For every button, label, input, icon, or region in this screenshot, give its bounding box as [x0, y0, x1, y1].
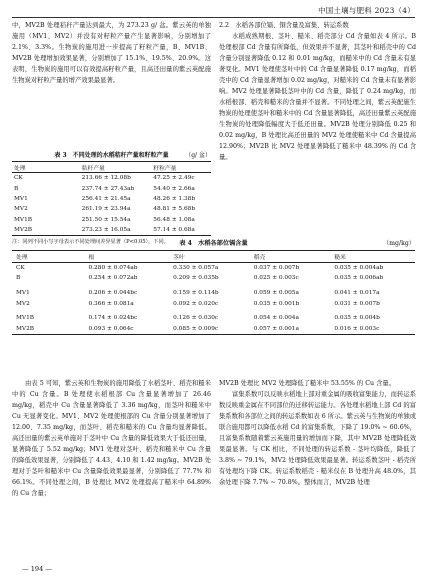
- table-4-caption: [12, 238, 415, 247]
- cell: MV2: [14, 206, 28, 213]
- right-column-bottom: [219, 378, 416, 488]
- cell: 0.057 ± 0.001a: [253, 325, 299, 332]
- table-4-grid: [12, 250, 415, 335]
- table-row: [12, 273, 415, 284]
- cell: 261.19 ± 23.94a: [81, 206, 131, 213]
- section-heading: 2.2 水稻各部位镉、铜含量及富集、转运系数: [219, 22, 349, 29]
- table-3-title: 表 3 不同处理的水稻秸秆产量和籽粒产量: [54, 152, 169, 159]
- page-number: — 194 —: [22, 565, 52, 573]
- cell: 48.81 ± 5.68b: [153, 206, 196, 213]
- table-row: [12, 262, 415, 273]
- table-row: [12, 173, 211, 184]
- cell: 0.366 ± 0.081a: [88, 300, 134, 307]
- cell: B: [14, 185, 19, 192]
- cell: 0.174 ± 0.024bc: [88, 315, 138, 322]
- table-3-unit: （g/ 盆）: [185, 152, 211, 159]
- table-row: [12, 324, 415, 335]
- cell: 57.14 ± 0.68a: [153, 226, 195, 233]
- cell: 0.035 ± 0.001b: [253, 300, 300, 307]
- cell: CK: [14, 175, 23, 182]
- header-cell: 根: [88, 254, 95, 261]
- cell: 0.330 ± 0.057a: [173, 264, 219, 271]
- cell: 0.037 ± 0.007b: [253, 264, 300, 271]
- cell: 47.25 ± 2.49c: [153, 175, 195, 182]
- cell: 0.059 ± 0.005a: [253, 290, 299, 297]
- cell: 0.025 ± 0.003c: [253, 275, 299, 282]
- cell: 0.031 ± 0.007b: [334, 300, 380, 307]
- cell: MV2: [16, 300, 30, 307]
- cell: 0.209 ± 0.035b: [173, 275, 219, 282]
- left-column-top: [12, 20, 211, 86]
- table-3-caption: [12, 150, 211, 159]
- table-header-row: [12, 162, 211, 173]
- cell: 48.26 ± 1.38b: [153, 196, 196, 203]
- table-header-row: [12, 251, 415, 263]
- cell: 237.74 ± 27.43ab: [81, 185, 135, 192]
- paragraph: 水稻成熟期根、茎叶、糙米、稻壳部分 Cd 含量如表 4 所示。B 处理根部 Cd 含量有所降低，但效果并不显著，其茎叶和稻壳中的 Cd 含量分别显著降低 0.12 和 0.01 mg/kg，而糙米中的 Cd 含量未有显著变化。MV1 处理使茎叶中的 Cd 含量显著降低 0.17 mg/kg，而稻壳中的 Cd 含量显著增加 0.02 mg/kg，对糙米的 Cd 含量未有显著影响。MV2 处理显著降低茎叶中的 Cd 含量，降低了 0.24 mg/kg，而水稻根部、稻壳和糙米的含量并不显著。不同处理之间，紫云英配施生物炭的处理使茎叶和糙米中的 Cd 含量显著降低，高还田量紫云英配施生物炭的处理降低幅度大于低还田量。MV2B 处理分别降低 0.25 和 0.02 mg/kg，B 处理比高还田量的 MV2 处理使糙米中 Cd 含量提高 12.90%；MV2B 比 MV2 处理显著降低了糙米中 48.39% 的 Cd 含量。: [219, 33, 416, 161]
- table-row: [12, 214, 211, 224]
- cell: 54.40 ± 2.66a: [153, 185, 195, 192]
- cell: 0.054 ± 0.004a: [253, 315, 299, 322]
- table-3-grid: [12, 161, 211, 236]
- header-cell: 籽粒产量: [153, 165, 177, 172]
- cell: MV2B: [14, 226, 33, 233]
- paragraph: 中，MV2B 处理秸秆产量达到最大，为 273.23 g/ 盆。紫云英的单独施用（MV1、MV2）并没有对籽粒产量产生显著影响，分别增加了 2.1%、3.3%。生物炭的施用进一步提高了籽粒产量，B、MV1B、MV2B 处理增加效果显著，分别增加了 15.1%、19.5%、20.9%。这表明，生物炭的施用可以有效提高籽粒产量，且高还田量的紫云英配施生物炭对籽粒产量的增产效果最显著。: [12, 22, 211, 84]
- cell: 213.66 ± 12.08b: [81, 175, 131, 182]
- cell: 273.23 ± 16.05a: [81, 226, 131, 233]
- table-row: [12, 313, 415, 324]
- running-header: 中国土壤与肥料 2023（4）: [318, 6, 415, 15]
- cell: MV1: [16, 290, 30, 297]
- cell: 0.035 ± 0.004b: [334, 315, 380, 322]
- header-cell: 处理: [16, 254, 28, 261]
- header-cell: 秸秆产量: [81, 165, 105, 172]
- table-row: [12, 184, 211, 194]
- cell: 56.48 ± 1.08a: [153, 216, 195, 223]
- cell: CK: [16, 264, 25, 271]
- cell: 0.035 ± 0.004ab: [334, 264, 384, 271]
- table-row: [12, 225, 211, 236]
- cell: MV1: [14, 196, 28, 203]
- cell: 0.159 ± 0.114b: [173, 290, 219, 297]
- paragraph: MV2B 处理比 MV2 处理降低了糙米中 53.55% 的 Cu 含量。: [219, 380, 395, 387]
- table-row: [12, 288, 415, 299]
- right-column-top: [219, 20, 416, 163]
- cell: MV1B: [16, 315, 35, 322]
- left-column-bottom: [12, 378, 211, 499]
- cell: 0.085 ± 0.009c: [173, 325, 219, 332]
- paragraph: 富集系数可以反映水稻地上部对重金属的吸收富集能力，而转运系数反映重金属在不同部位的迁移转运能力。各处理水稻地上部 Cd 的富集系数和各部位之间的转运系数如表 6 所示。紫云英与生物炭的单独或联合施用都可以降低水稻 Cd 的富集系数，下降了 19.0% ~ 60.6%，且富集系数随着紫云英施用量的增加而下降，其中 MV2B 处理降低效果最显著。与 CK 相比，不同处理的转运系数 - 茎叶均降低，降低了 3.8% ~ 79.1%，MV2 处理降低效果最显著。转运系数茎叶 - 稻壳所有处理均下降 CK。转运系数稻壳 - 糙米仅在 B 处理升高 48.0%，其余处理下降 7.7% ~ 70.8%。整体而言，MV2B 处理: [219, 391, 416, 486]
- header-cell: 处理: [14, 165, 26, 172]
- cell: 0.016 ± 0.003c: [334, 325, 380, 332]
- cell: 0.092 ± 0.020c: [173, 300, 219, 307]
- cell: 256.41 ± 21.45a: [81, 196, 131, 203]
- cell: 0.280 ± 0.074ab: [88, 264, 138, 271]
- table-row: [12, 194, 211, 204]
- header-rule: [12, 17, 415, 18]
- table-row: [12, 298, 415, 309]
- paragraph: 由表 5 可知，紫云英和生物炭的施用降低了水稻茎叶、稻壳和糙米中的 Cu 含量。B 处理使水稻根部 Cu 含量显著增加了 26.46 mg/kg，稻壳中 Cu 含量显著降低了 3.36 mg/kg，而茎叶和糙米中 Cu 无显著变化。MV1、MV2 处理使根部的 Cu 含量分别显著增加了 12.00、7.35 mg/kg，而茎叶、稻壳和糙米的 Cu 含量均显著降低。高还田量的紫云英单施对于茎叶中 Cu 含量的降低效果大于低还田量，显著降低了 5.52 mg/kg；MV1 处理对茎叶、稻壳和糙米中 Cu 含量的降低效果显著，分别降低了 4.43、4.10 和 1.42 mg/kg。MV2B 处理对于茎叶和糙米中 Cu 含量降低效果最显著，分别降低了 77.7% 和 66.1%。不同处理之间，B 处理比 MV2 处理提高了糙米中 64.89% 的 Cu 含量；: [12, 380, 211, 497]
- table-3-note: 注：同列不同小写字母表示不同处理间差异显著（P<0.05），下同。: [12, 239, 169, 246]
- header-cell: 茎叶: [173, 254, 185, 261]
- table-3: [12, 150, 211, 245]
- cell: 0.206 ± 0.044bc: [88, 290, 138, 297]
- cell: 0.041 ± 0.017a: [334, 290, 380, 297]
- table-4-unit: （mg/kg）: [383, 240, 415, 247]
- cell: 251.50 ± 15.54a: [81, 216, 131, 223]
- cell: MV2B: [16, 325, 35, 332]
- cell: 0.254 ± 0.072ab: [88, 275, 138, 282]
- cell: 0.035 ± 0.006ab: [334, 275, 384, 282]
- header-cell: 稻壳: [253, 254, 266, 261]
- header-cell: 糙米: [334, 254, 346, 261]
- table-4-title: 表 4 水稻各部位镉含量: [179, 240, 248, 247]
- cell: 0.126 ± 0.030c: [173, 315, 219, 322]
- table-4: [12, 238, 415, 335]
- table-row: [12, 204, 211, 214]
- cell: B: [16, 275, 21, 282]
- cell: 0.093 ± 0.064c: [88, 325, 134, 332]
- cell: MV1B: [14, 216, 33, 223]
